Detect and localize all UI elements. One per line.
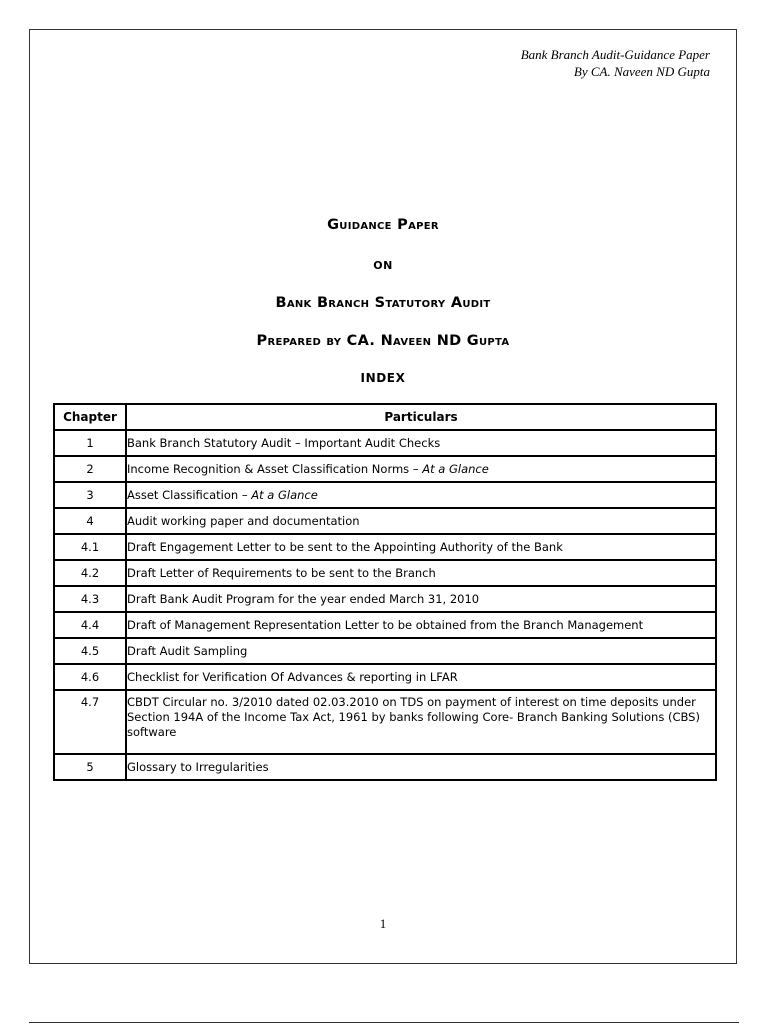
chapter-title (126, 664, 716, 690)
table-row (54, 482, 716, 508)
table-row (54, 586, 716, 612)
title-on: ON (373, 259, 393, 272)
chapter-number: 4.6 (54, 664, 126, 690)
chapter-title-text: Checklist for Verification Of Advances & reporting in LFAR (127, 669, 458, 684)
chapter-title-text: Asset Classification – (127, 487, 252, 502)
chapter-title-text: Draft Engagement Letter to be sent to the Appointing Authority of the Bank (127, 539, 563, 554)
chapter-title (126, 482, 716, 508)
chapter-number: 4.5 (54, 638, 126, 664)
page-number: 1 (379, 916, 387, 931)
chapter-title-text: CBDT Circular no. 3/2010 dated 02.03.2010 on TDS on payment of interest on time deposits under Section 194A of the Income Tax Act, 1961 by banks following Core- Branch Banking Solutions (CBS) software (127, 695, 700, 739)
chapter-title (126, 430, 716, 456)
chapter-title-text: Draft Audit Sampling (127, 643, 248, 658)
prepared-by: Prepared by CA. Naveen ND Gupta (256, 333, 510, 349)
chapter-number: 4.7 (54, 690, 126, 754)
header-title: Bank Branch Audit-Guidance Paper (520, 47, 710, 62)
chapter-title (126, 638, 716, 664)
chapter-title-text: Income Recognition & Asset Classification Norms – (127, 461, 423, 476)
chapter-number: 4.2 (54, 560, 126, 586)
table-row (54, 508, 716, 534)
chapter-number: 3 (54, 482, 126, 508)
chapter-title-text: Draft Letter of Requirements to be sent to the Branch (127, 565, 436, 580)
chapter-number: 1 (54, 430, 126, 456)
chapter-title-text: Bank Branch Statutory Audit – Important Audit Checks (127, 435, 441, 450)
table-header-row (54, 404, 716, 430)
table-row (54, 534, 716, 560)
document-page (29, 29, 737, 964)
index-heading: INDEX (360, 371, 406, 385)
chapter-number: 5 (54, 754, 126, 780)
chapter-title-text: Draft Bank Audit Program for the year ended March 31, 2010 (127, 591, 480, 606)
header-author: By CA. Naveen ND Gupta (573, 64, 710, 79)
document-title: Guidance Paper (327, 217, 439, 233)
chapter-title (126, 456, 716, 482)
page-bottom-rule (29, 1022, 739, 1023)
chapter-title-text: Audit working paper and documentation (127, 513, 360, 528)
column-header-chapter: Chapter (54, 404, 126, 430)
table-row (54, 690, 716, 754)
table-row (54, 560, 716, 586)
chapter-title (126, 612, 716, 638)
chapter-title (126, 586, 716, 612)
chapter-number: 4.3 (54, 586, 126, 612)
chapter-number: 2 (54, 456, 126, 482)
table-row (54, 612, 716, 638)
chapter-title (126, 534, 716, 560)
table-row (54, 638, 716, 664)
chapter-number: 4 (54, 508, 126, 534)
chapter-number: 4.4 (54, 612, 126, 638)
table-row (54, 754, 716, 780)
chapter-number: 4.1 (54, 534, 126, 560)
chapter-title-emphasis: At a Glance (251, 487, 318, 502)
running-header (521, 46, 710, 80)
chapter-title (126, 754, 716, 780)
chapter-title-emphasis: At a Glance (422, 461, 489, 476)
table-row (54, 456, 716, 482)
chapter-title (126, 690, 716, 754)
chapter-title-text: Draft of Management Representation Letter to be obtained from the Branch Management (127, 617, 644, 632)
table-row (54, 664, 716, 690)
chapter-title (126, 560, 716, 586)
table-row (54, 430, 716, 456)
chapter-title-text: Glossary to Irregularities (127, 759, 269, 774)
chapter-title (126, 508, 716, 534)
document-subject: Bank Branch Statutory Audit (275, 295, 491, 311)
index-table (53, 403, 717, 781)
column-header-particulars: Particulars (126, 404, 716, 430)
